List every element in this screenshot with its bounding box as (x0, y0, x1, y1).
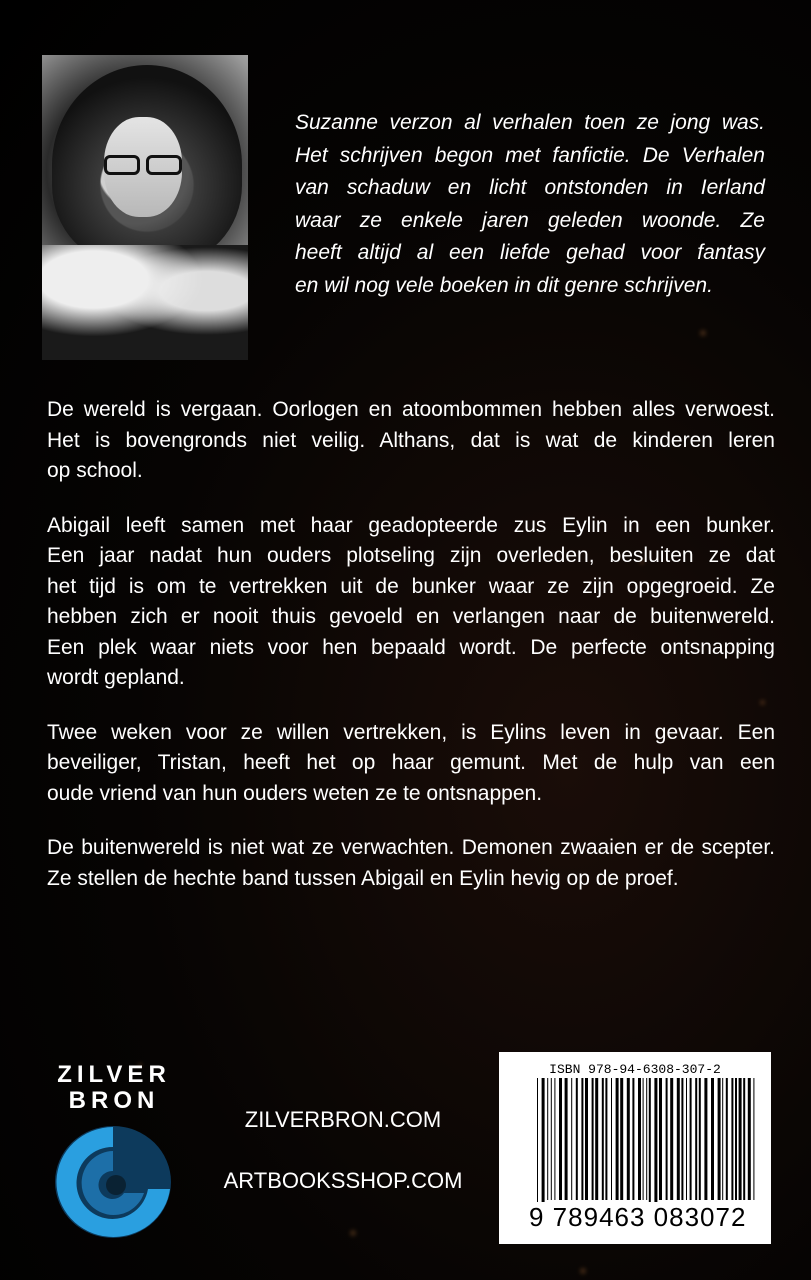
barcode-bar (704, 1078, 707, 1200)
blurb-line: Ze stellen de hechte band tussen Abigail en Eylin hevig op de proef. (47, 866, 679, 890)
blurb-paragraph (47, 395, 775, 487)
blurb-line: hebben zich er nooit thuis gevoeld en verlangen naar de buitenwereld. (47, 605, 775, 628)
barcode-bar (627, 1078, 630, 1200)
isbn-label: ISBN 978-94-6308-307-2 (549, 1062, 721, 1077)
barcode-bar (690, 1078, 692, 1200)
barcode-bar (726, 1078, 728, 1200)
barcode-bar (711, 1078, 714, 1200)
barcode-bar (571, 1078, 572, 1200)
blurb-paragraph (47, 718, 775, 810)
publisher-logo-text (48, 1062, 180, 1114)
blurb-line: op school. (47, 459, 143, 482)
barcode-bar (743, 1078, 745, 1200)
barcode-bar (654, 1078, 657, 1218)
blurb-line: wordt gepland. (47, 666, 185, 689)
barcode-bar (581, 1078, 583, 1200)
barcode-bar (554, 1078, 555, 1200)
barcode-bar (649, 1078, 651, 1218)
barcode-bar (638, 1078, 641, 1200)
barcode-bar (735, 1078, 737, 1200)
barcode-bar (643, 1078, 644, 1200)
zilverbron-link[interactable]: ZILVERBRON.COM (244, 1107, 442, 1132)
barcode-bar (585, 1078, 588, 1200)
author-photo (42, 55, 248, 360)
blurb-line: Het is bovengronds niet veilig. Althans, dat is wat de kinderen leren (47, 428, 775, 452)
blurb-line: De wereld is vergaan. Oorlogen en atoombommen hebben alles verwoest. (47, 398, 775, 421)
barcode-bar (739, 1078, 742, 1200)
barcode-bar (699, 1078, 701, 1200)
barcode-bar (602, 1078, 604, 1200)
barcode-bar (681, 1078, 683, 1200)
ean-digits: 9 789463 083072 (529, 1202, 747, 1232)
bio-line: waar ze enkele jaren geleden woonde. Ze (295, 208, 765, 232)
bio-line: Het schrijven begon met fanfictie. De Verhalen (295, 143, 765, 167)
barcode-bar (718, 1078, 721, 1200)
blurb-paragraph (47, 511, 775, 694)
bio-line: Suzanne verzon al verhalen toen ze jong was. (295, 111, 765, 134)
blurb-line: Abigail leeft samen met haar geadopteerde zus Eylin in een bunker. (47, 513, 775, 537)
barcode-bar (666, 1078, 668, 1200)
barcode-bar (670, 1078, 673, 1200)
barcode-bar (611, 1078, 612, 1200)
barcode-bar (605, 1078, 607, 1200)
barcode-bar (632, 1078, 634, 1200)
barcode-bar (616, 1078, 619, 1200)
barcode-bar (646, 1078, 647, 1200)
logo-line-2: BRON (68, 1087, 160, 1114)
barcode-bar (551, 1078, 552, 1200)
bio-line: heeft altijd al een liefde gehad voor fantasy (295, 241, 765, 264)
book-blurb (47, 395, 775, 918)
blurb-line: De buitenwereld is niet wat ze verwachten. Demonen zwaaien er de scepter. (47, 836, 775, 859)
barcode-bar (677, 1078, 680, 1200)
barcode-bar (620, 1078, 623, 1200)
barcode-bar (595, 1078, 598, 1200)
barcode-bar (542, 1078, 545, 1218)
blurb-line: Twee weken voor ze willen vertrekken, is Eylins leven in gevaar. Een (47, 720, 775, 744)
barcode-bar (592, 1078, 594, 1200)
barcode-bar (731, 1078, 733, 1200)
blurb-line: het tijd is om te vertrekken uit de bunker waar ze zijn opgegroeid. Ze (47, 574, 775, 598)
logo-line-1: ZILVER (57, 1061, 171, 1088)
barcode-bar (576, 1078, 578, 1200)
author-bio (295, 107, 765, 302)
barcode-bar (559, 1078, 562, 1200)
barcode-bar (686, 1078, 687, 1200)
blurb-line: beveiliger, Tristan, heeft het op haar gemunt. Met de hulp van een (47, 751, 775, 774)
bio-line: van schaduw en licht ontstonden in Ierland (295, 176, 765, 199)
publisher-logo-icon (52, 1123, 174, 1241)
bio-line: en wil nog vele boeken in dit genre schrijven. (295, 273, 713, 297)
barcode-bar (659, 1078, 662, 1200)
barcode-bar (722, 1078, 723, 1200)
blurb-paragraph (47, 833, 775, 894)
barcode-bar (565, 1078, 568, 1200)
blurb-line: Een plek waar niets voor hen bepaald wordt. De perfecte ontsnapping (47, 635, 775, 659)
barcode-bar (695, 1078, 697, 1200)
blurb-line: oude vriend van hun ouders weten ze te ontsnappen. (47, 781, 543, 805)
blurb-line: Een jaar nadat hun ouders plotseling zijn overleden, besluiten ze dat (47, 544, 775, 567)
barcode-bar (753, 1078, 754, 1200)
barcode-bars (537, 1078, 755, 1218)
barcode-bar (537, 1078, 538, 1218)
barcode-bar (547, 1078, 548, 1200)
artbooksshop-link[interactable]: ARTBOOKSSHOP.COM (223, 1168, 463, 1193)
barcode-bar (748, 1078, 751, 1200)
isbn-barcode (499, 1052, 771, 1244)
